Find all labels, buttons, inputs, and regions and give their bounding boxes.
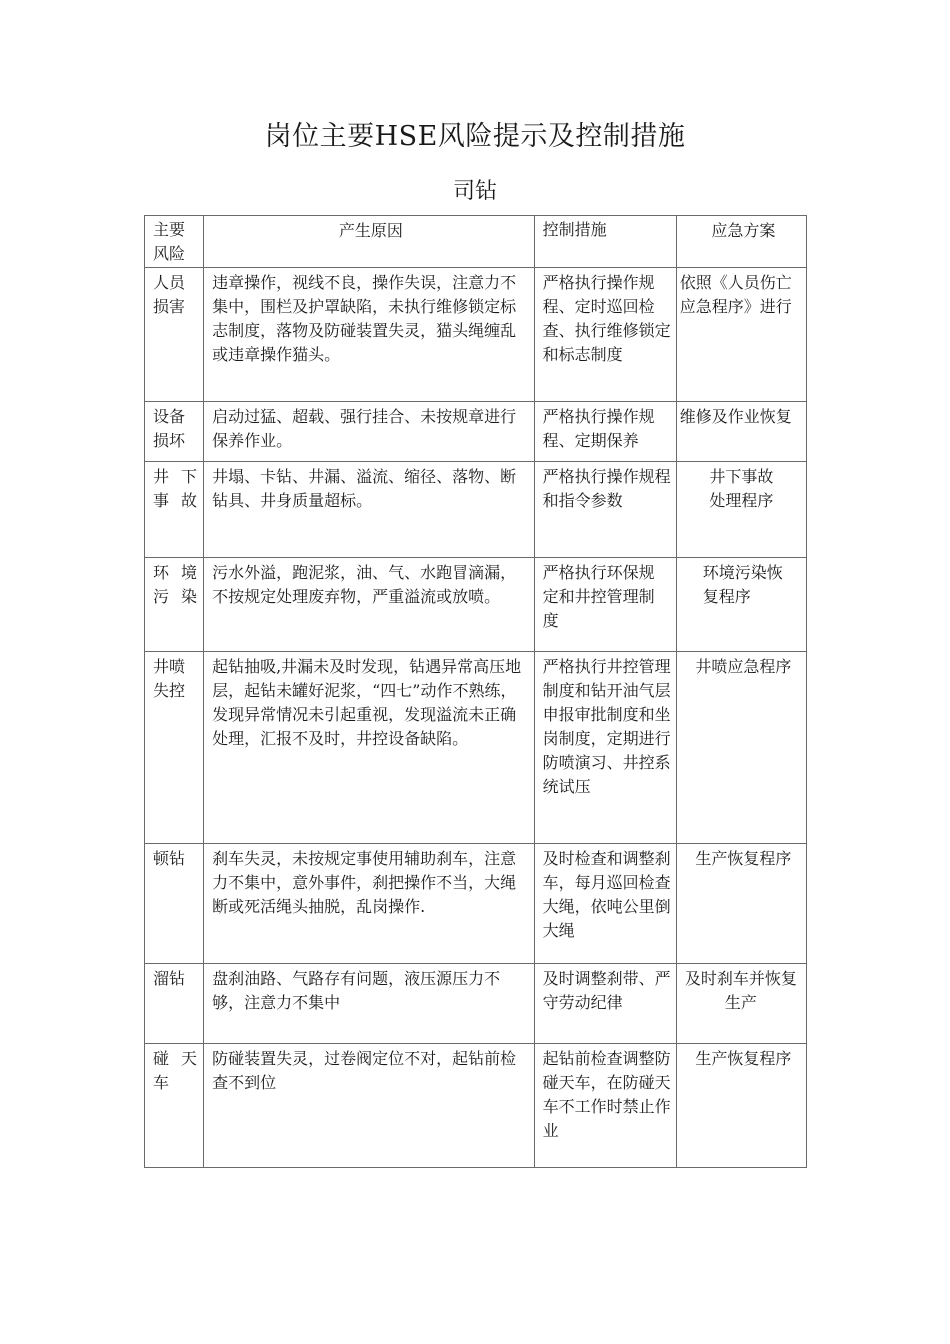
- row-emergency: 井下事故处理程序: [676, 462, 806, 558]
- row-risk: 环境污染: [145, 558, 204, 652]
- row-risk: 顿钻: [145, 844, 204, 964]
- table-row: [145, 462, 807, 558]
- row-risk: 井下事故: [145, 462, 204, 558]
- row-risk: 碰天车: [145, 1044, 204, 1168]
- row-measures: 严格执行操作规程、定期保养: [534, 402, 676, 462]
- page-title: 岗位主要HSE风险提示及控制措施: [264, 121, 686, 152]
- row-measures: 严格执行操作规程、定时巡回检查、执行维修锁定和标志制度: [534, 268, 676, 402]
- row-measures: 起钻前检查调整防碰天车，在防碰天车不工作时禁止作业: [534, 1044, 676, 1168]
- row-emergency: 井喷应急程序: [676, 652, 806, 844]
- header-emergency: 应急方案: [676, 216, 806, 268]
- row-measures: 严格执行井控管理制度和钻开油气层申报审批制度和坐岗制度，定期进行防喷演习、井控系统试压: [534, 652, 676, 844]
- row-cause: 防碰装置失灵，过卷阀定位不对，起钻前检查不到位: [204, 1044, 534, 1168]
- row-cause: 起钻抽吸,井漏未及时发现，钻遇异常高压地层，起钻未罐好泥浆，“四七”动作不熟练，发现异常情况未引起重视，发现溢流未正确处理，汇报不及时，井控设备缺陷。: [204, 652, 534, 844]
- row-cause: 污水外溢，跑泥浆，油、气、水跑冒滴漏，不按规定处理废弃物，严重溢流或放喷。: [204, 558, 534, 652]
- header-cause: 产生原因: [204, 216, 534, 268]
- table-row: [145, 844, 807, 964]
- header-measures: 控制措施: [534, 216, 676, 268]
- row-risk: 人员损害: [145, 268, 204, 402]
- row-emergency: 及时刹车并恢复生产: [676, 964, 806, 1044]
- row-measures: 严格执行操作规程和指令参数: [534, 462, 676, 558]
- table-header-row: [145, 216, 807, 268]
- table-row: [145, 268, 807, 402]
- header-risk: 主要风险: [145, 216, 204, 268]
- table-row: [145, 652, 807, 844]
- page-subtitle: 司钻: [452, 179, 497, 204]
- row-cause: 井塌、卡钻、井漏、溢流、缩径、落物、断钻具、井身质量超标。: [204, 462, 534, 558]
- table-row: [145, 964, 807, 1044]
- row-measures: 及时调整刹带、严守劳动纪律: [534, 964, 676, 1044]
- row-risk: 设备损坏: [145, 402, 204, 462]
- row-emergency: 依照《人员伤亡应急程序》进行: [676, 268, 806, 402]
- row-cause: 刹车失灵，未按规定事使用辅助刹车，注意力不集中，意外事件，刹把操作不当，大绳断或死活绳头抽脱，乱岗操作.: [204, 844, 534, 964]
- row-cause: 盘刹油路、气路存有问题，液压源压力不够，注意力不集中: [204, 964, 534, 1044]
- table-row: [145, 558, 807, 652]
- table-row: [145, 1044, 807, 1168]
- row-emergency: 维修及作业恢复: [676, 402, 806, 462]
- row-cause: 启动过猛、超载、强行挂合、未按规章进行保养作业。: [204, 402, 534, 462]
- row-cause: 违章操作，视线不良，操作失误，注意力不集中，围栏及护罩缺陷，未执行维修锁定标志制度，落物及防碰装置失灵，猫头绳缠乱或违章操作猫头。: [204, 268, 534, 402]
- row-measures: 严格执行环保规定和井控管理制度: [534, 558, 676, 652]
- row-risk: 井喷失控: [145, 652, 204, 844]
- row-emergency: 生产恢复程序: [676, 844, 806, 964]
- row-emergency: 环境污染恢复程序: [676, 558, 806, 652]
- row-emergency: 生产恢复程序: [676, 1044, 806, 1168]
- table-row: [145, 402, 807, 462]
- risk-table: [144, 215, 807, 1168]
- row-measures: 及时检查和调整刹车，每月巡回检查大绳，依吨公里倒大绳: [534, 844, 676, 964]
- row-risk: 溜钻: [145, 964, 204, 1044]
